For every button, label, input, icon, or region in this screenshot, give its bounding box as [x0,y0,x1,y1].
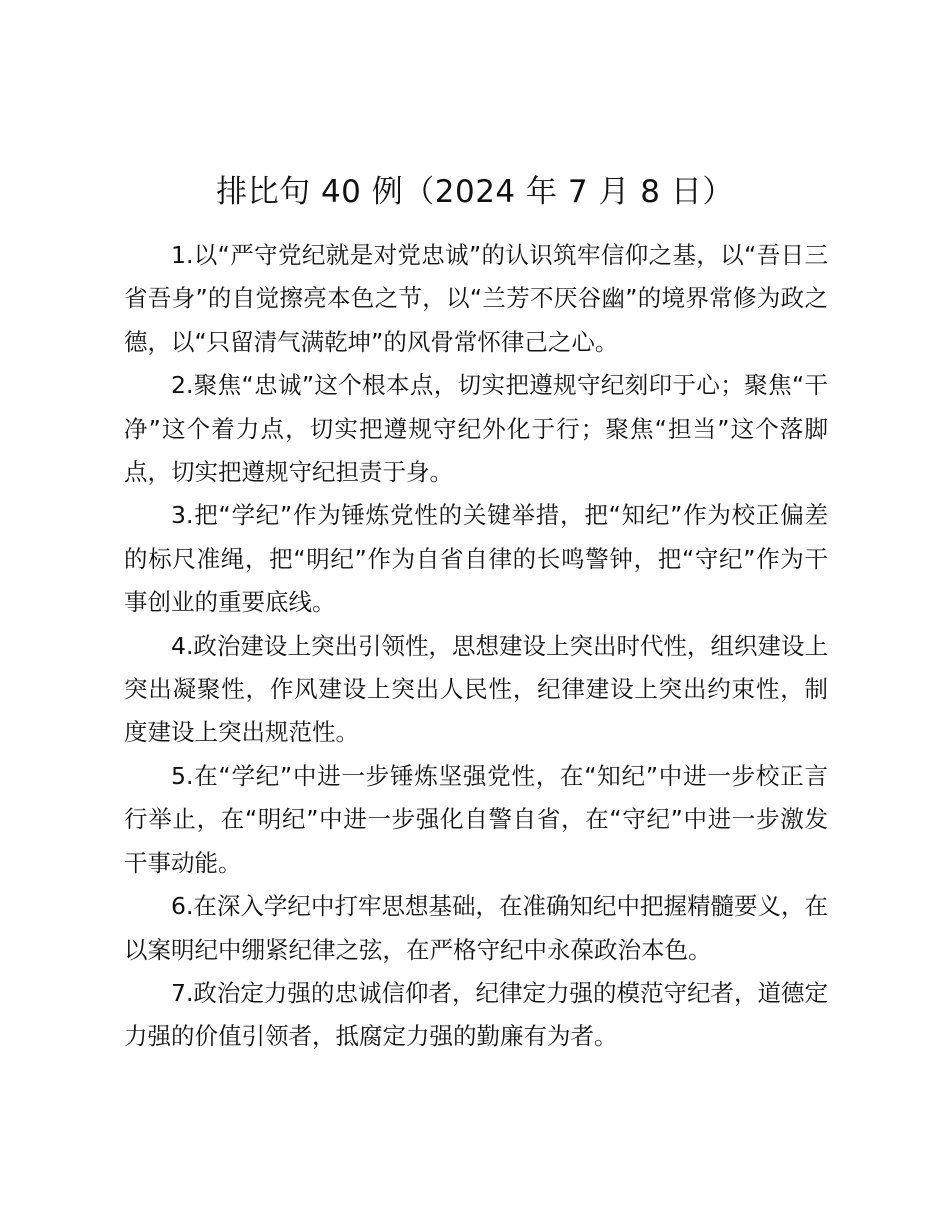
paragraph-7: 7.政治定力强的忠诚信仰者，纪律定力强的模范守纪者，道德定力强的价值引领者，抵腐定力强的勤廉有为者。 [124,978,828,1051]
paragraph-2: 2.聚焦“忠诚”这个根本点，切实把遵规守纪刻印于心；聚焦“干净”这个着力点，切实把遵规守纪外化于行；聚焦“担当”这个落脚点，切实把遵规守纪担责于身。 [124,371,828,487]
document-title: 排比句 40 例（2024 年 7 月 8 日） [216,174,734,210]
paragraph-1: 1.以“严守党纪就是对党忠诚”的认识筑牢信仰之基，以“吾日三省吾身”的自觉擦亮本色之节，以“兰芳不厌谷幽”的境界常修为政之德，以“只留清气满乾坤”的风骨常怀律己之心。 [124,241,828,356]
paragraph-6: 6.在深入学纪中打牢思想基础，在准确知纪中把握精髓要义，在以案明纪中绷紧纪律之弦，在严格守纪中永葆政治本色。 [124,892,828,964]
paragraph-5: 5.在“学纪”中进一步锤炼坚强党性，在“知纪”中进一步校正言行举止，在“明纪”中进一步强化自警自省，在“守纪”中进一步激发干事动能。 [124,761,828,877]
paragraph-4: 4.政治建设上突出引领性，思想建设上突出时代性，组织建设上突出凝聚性，作风建设上突出人民性，纪律建设上突出约束性，制度建设上突出规范性。 [124,631,828,747]
document-body [124,234,828,1059]
paragraph-3: 3.把“学纪”作为锤炼党性的关键举措，把“知纪”作为校正偏差的标尺准绳，把“明纪”作为自省自律的长鸣警钟，把“守纪”作为干事创业的重要底线。 [124,501,828,617]
